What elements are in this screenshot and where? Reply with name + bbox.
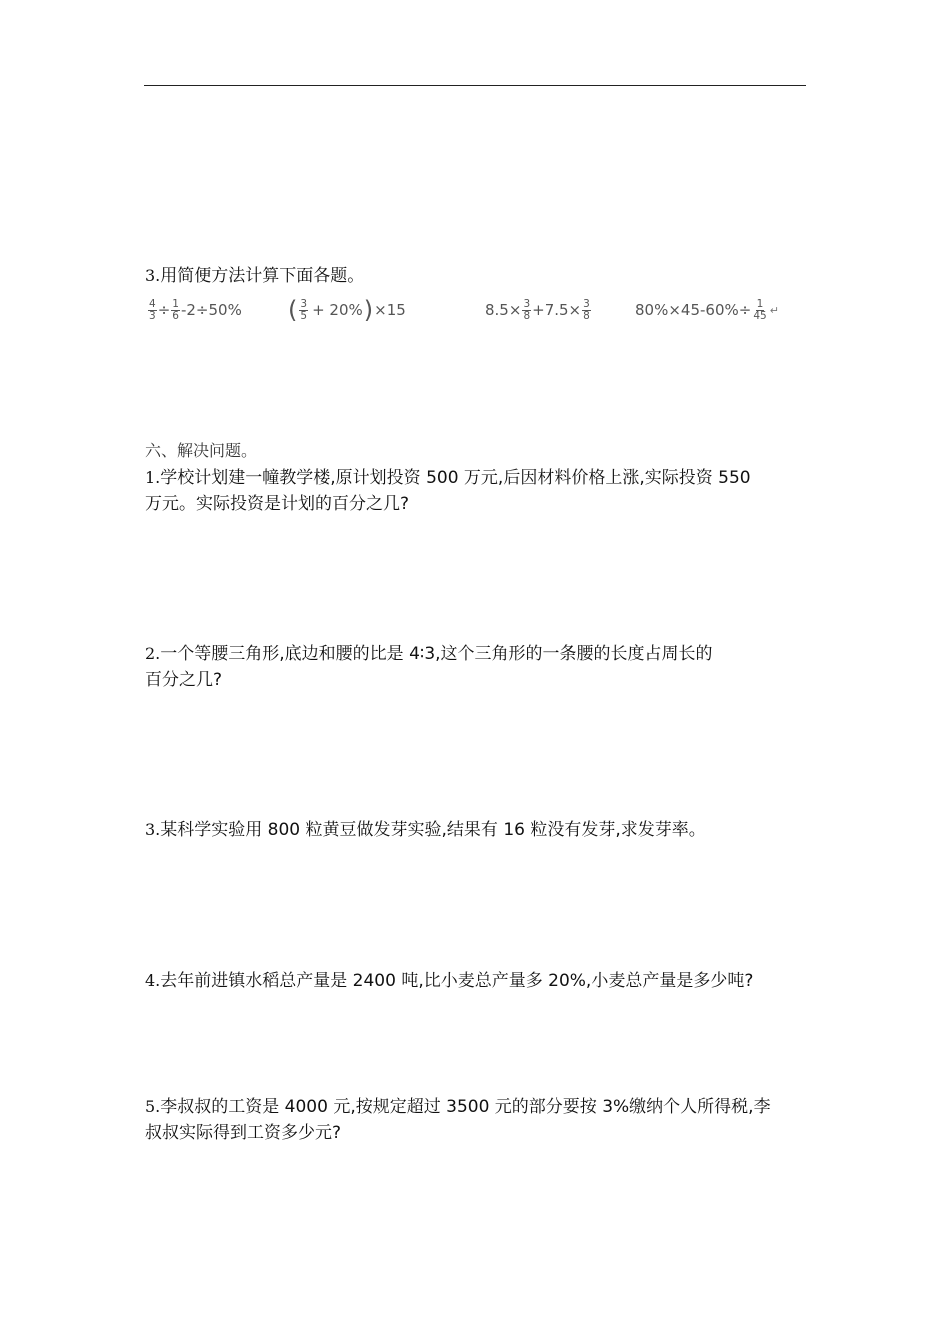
problem-5-line-1 xyxy=(145,1094,771,1120)
right-paren: ) xyxy=(363,296,374,324)
expr4-fraction xyxy=(752,299,767,322)
problem-4-text: 去年前进镇水稻总产量是 2400 吨,比小麦总产量多 20%,小麦总产量是多少吨? xyxy=(160,971,754,991)
expr3-fraction-2 xyxy=(582,299,591,322)
denominator: 8 xyxy=(583,309,590,322)
numerator: 1 xyxy=(756,297,764,310)
problem-1-text: 学校计划建一幢教学楼,原计划投资 500 万元,后因材料价格上涨,实际投资 550 xyxy=(160,468,751,488)
left-paren: ( xyxy=(288,296,298,324)
problem-5-text: 李叔叔的工资是 4000 元,按规定超过 3500 元的部分要按 3%缴纳个人所得税,李 xyxy=(160,1097,771,1117)
expr2-mid: + 20% xyxy=(312,301,363,319)
expression-4 xyxy=(635,293,779,327)
expr3-a: 8.5× xyxy=(485,301,522,319)
problem-1-number: 1. xyxy=(145,468,161,487)
section3-number: 3. xyxy=(145,266,161,285)
numerator: 1 xyxy=(172,297,179,310)
expr2-fraction xyxy=(299,299,308,322)
problem-4-number: 4. xyxy=(145,971,161,990)
expression-1 xyxy=(147,293,242,327)
denominator: 45 xyxy=(753,309,767,322)
problem-1-line-2: 万元。实际投资是计划的百分之几? xyxy=(145,494,410,514)
problem-3-line-1 xyxy=(145,817,706,843)
denominator: 5 xyxy=(300,309,308,322)
expr1-operator: ÷ xyxy=(157,301,171,319)
expr2-rest: ×15 xyxy=(374,301,406,319)
numerator: 3 xyxy=(300,297,308,310)
problem-2-line-1 xyxy=(145,641,713,667)
expr4-a: 80%×45-60%÷ xyxy=(635,301,752,319)
problem-4-line-1 xyxy=(145,968,753,994)
problem-3-text: 某科学实验用 800 粒黄豆做发芽实验,结果有 16 粒没有发芽,求发芽率。 xyxy=(160,820,706,840)
problem-2-number: 2. xyxy=(145,644,161,663)
problem-1-line-1 xyxy=(145,465,751,491)
numerator: 4 xyxy=(149,297,156,310)
expression-2 xyxy=(287,293,406,327)
denominator: 6 xyxy=(172,309,179,322)
expr1-rest: -2÷50% xyxy=(180,301,242,319)
problem-5-line-2: 叔叔实际得到工资多少元? xyxy=(145,1123,342,1143)
problem-2-text: 一个等腰三角形,底边和腰的比是 4∶3,这个三角形的一条腰的长度占周长的 xyxy=(160,644,713,664)
denominator: 3 xyxy=(149,309,156,322)
paragraph-mark: ↵ xyxy=(769,303,779,317)
numerator: 3 xyxy=(583,297,590,310)
expr1-fraction-1 xyxy=(148,299,157,322)
numerator: 3 xyxy=(523,297,531,310)
section3-title: 用简便方法计算下面各题。 xyxy=(160,266,365,286)
section3-title-line xyxy=(145,263,364,289)
problem-3-number: 3. xyxy=(145,820,161,839)
denominator: 8 xyxy=(523,309,531,322)
expr1-fraction-2 xyxy=(171,299,180,322)
section6-heading: 六、解决问题。 xyxy=(145,441,258,460)
problem-5-number: 5. xyxy=(145,1097,161,1116)
header-rule xyxy=(144,85,806,86)
expr3-fraction-1 xyxy=(522,299,531,322)
expression-3 xyxy=(485,293,592,327)
expr3-b: +7.5× xyxy=(532,301,582,319)
problem-2-line-2: 百分之几? xyxy=(145,670,223,690)
